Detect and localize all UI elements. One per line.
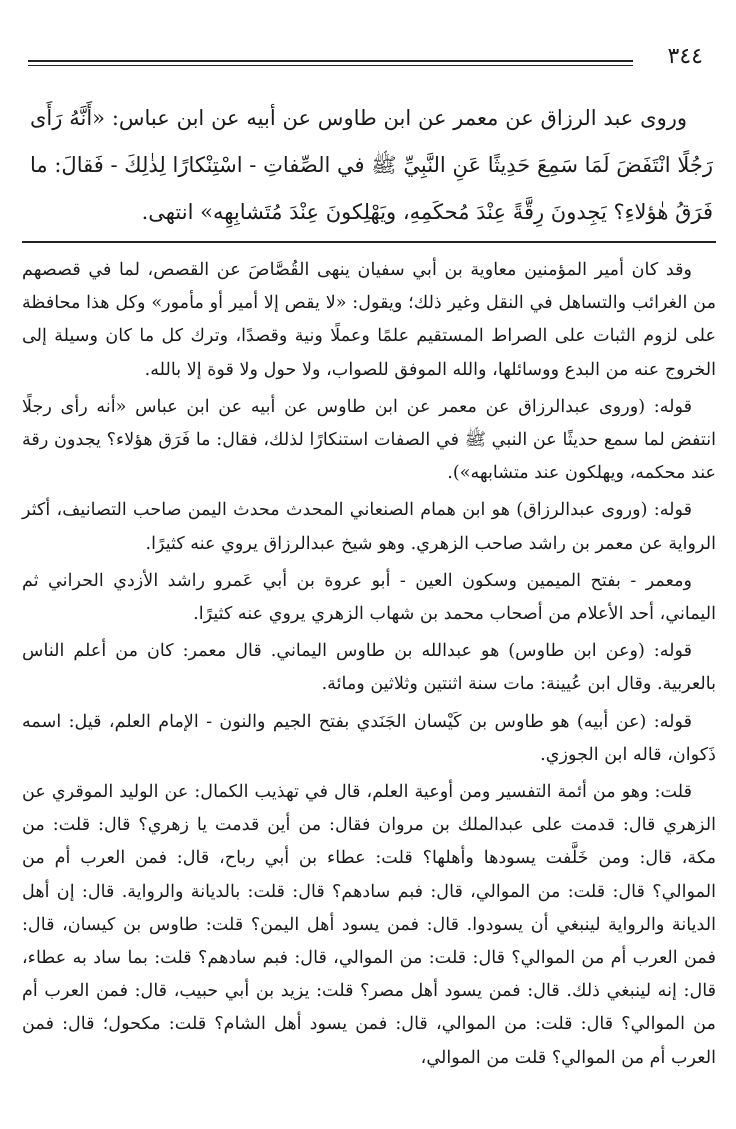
main-text-block <box>30 95 713 236</box>
commentary-paragraph-6: قوله: (عن أبيه) هو طاوس بن كَيْسان الجَنَدي بفتح الجيم والنون - الإمام العلم، قيل: اسمه ذَكوان، قاله ابن الجوزي. <box>22 711 716 765</box>
commentary-paragraph-2: قوله: (وروى عبدالرزاق عن معمر عن ابن طاوس عن أبيه عن ابن عباس «أنه رأى رجلًا انتفض لما سمع حديثًا عن النبي ﷺ في الصفات استنكارًا لذلك، فقال: ما فَرَق هؤلاء؟ يجدون رقة عند محكمه، ويهلكون عند متشابهه»). <box>22 396 716 484</box>
commentary-separator <box>22 241 716 243</box>
commentary-paragraph-7: قلت: وهو من أئمة التفسير ومن أوعية العلم، قال في تهذيب الكمال: عن الوليد الموقري عن الزهري قال: قدمت على عبدالملك بن مروان فقال: من أين قدمت يا زهري؟ قال: قلت: من مكة، قال: ومن خَلَّفت يسودها وأهلها؟ قلت: عطاء بن أبي رباح، قال: فمن العرب أم من الموالي؟ قال: قلت: من الموالي، قال: فبم سادهم؟ قال: قلت: بالديانة والرواية. قال: إن أهل الديانة والرواية لينبغي أن يسودوا. قال: فمن يسود أهل اليمن؟ قلت: طاوس بن كيسان، قال: فمن العرب أم من الموالي؟ قال: قلت: من الموالي، قال: فبم سادهم؟ قلت: بما ساد به عطاء، قال: إنه لينبغي ذلك. قال: فمن يسود أهل مصر؟ قلت: يزيد بن أبي حبيب، قال: فمن العرب أم من الموالي؟ قال: قلت: من الموالي، قال: فمن يسود أهل الشام؟ قلت: مكحول؛ قال: فمن العرب أم من الموالي؟ قلت من الموالي، <box>22 782 716 1068</box>
commentary-paragraph-3: قوله: (وروى عبدالرزاق) هو ابن همام الصنعاني المحدث محدث اليمن صاحب التصانيف، أكثر الرواية عن معمر بن راشد صاحب الزهري. وهو شيخ عبدالرزاق يروي عنه كثيرًا. <box>22 500 716 554</box>
commentary-paragraph-5: قوله: (وعن ابن طاوس) هو عبدالله بن طاوس اليماني. قال معمر: كان من أعلم الناس بالعربية. وقال ابن عُيينة: مات سنة اثنتين وثلاثين ومائة. <box>22 641 716 695</box>
commentary-block <box>22 254 716 1079</box>
page-number: ٣٤٤ <box>667 44 703 69</box>
commentary-paragraph-4: ومعمر - بفتح الميمين وسكون العين - أبو عروة بن أبي عَمرو راشد الأزدي الحراني ثم اليماني، أحد الأعلام من أصحاب محمد بن شهاب الزهري يروي عنه كثيرًا. <box>22 570 716 625</box>
page-header <box>28 44 713 74</box>
commentary-paragraph-1: وقد كان أمير المؤمنين معاوية بن أبي سفيان ينهى القُصَّاصَ عن القصص، لما في قصصهم من الغرائب والتساهل في النقل وغير ذلك؛ ويقول: «لا يقص إلا أمير أو مأمور» وكل هذا محافظة على لزوم الثبات على الصراط المستقيم علمًا وعملًا ونية وقصدًا، وترك كل ما كان وسيلة إلى الخروج عنه من البدع ووسائلها، والله الموفق للصواب، ولا حول ولا قوة إلا بالله. <box>22 260 716 380</box>
main-text-paragraph: وروى عبد الرزاق عن معمر عن ابن طاوس عن أبيه عن ابن عباس: «أَنَّهُ رَأَى رَجُلًا انْتَفَضَ لَمَا سَمِعَ حَدِيثًا عَنِ النَّبِيِّ ﷺ في الصِّفاتِ - اسْتِنْكارًا لِذٰلِكَ - فَقالَ: ما فَرَقُ هٰؤلاءِ؟ يَجِدونَ رِقَّةً عِنْدَ مُحكَمِهِ، ويَهْلِكونَ عِنْدَ مُتَشابِهِه» انتهى. <box>30 106 713 224</box>
header-rule <box>28 60 633 66</box>
